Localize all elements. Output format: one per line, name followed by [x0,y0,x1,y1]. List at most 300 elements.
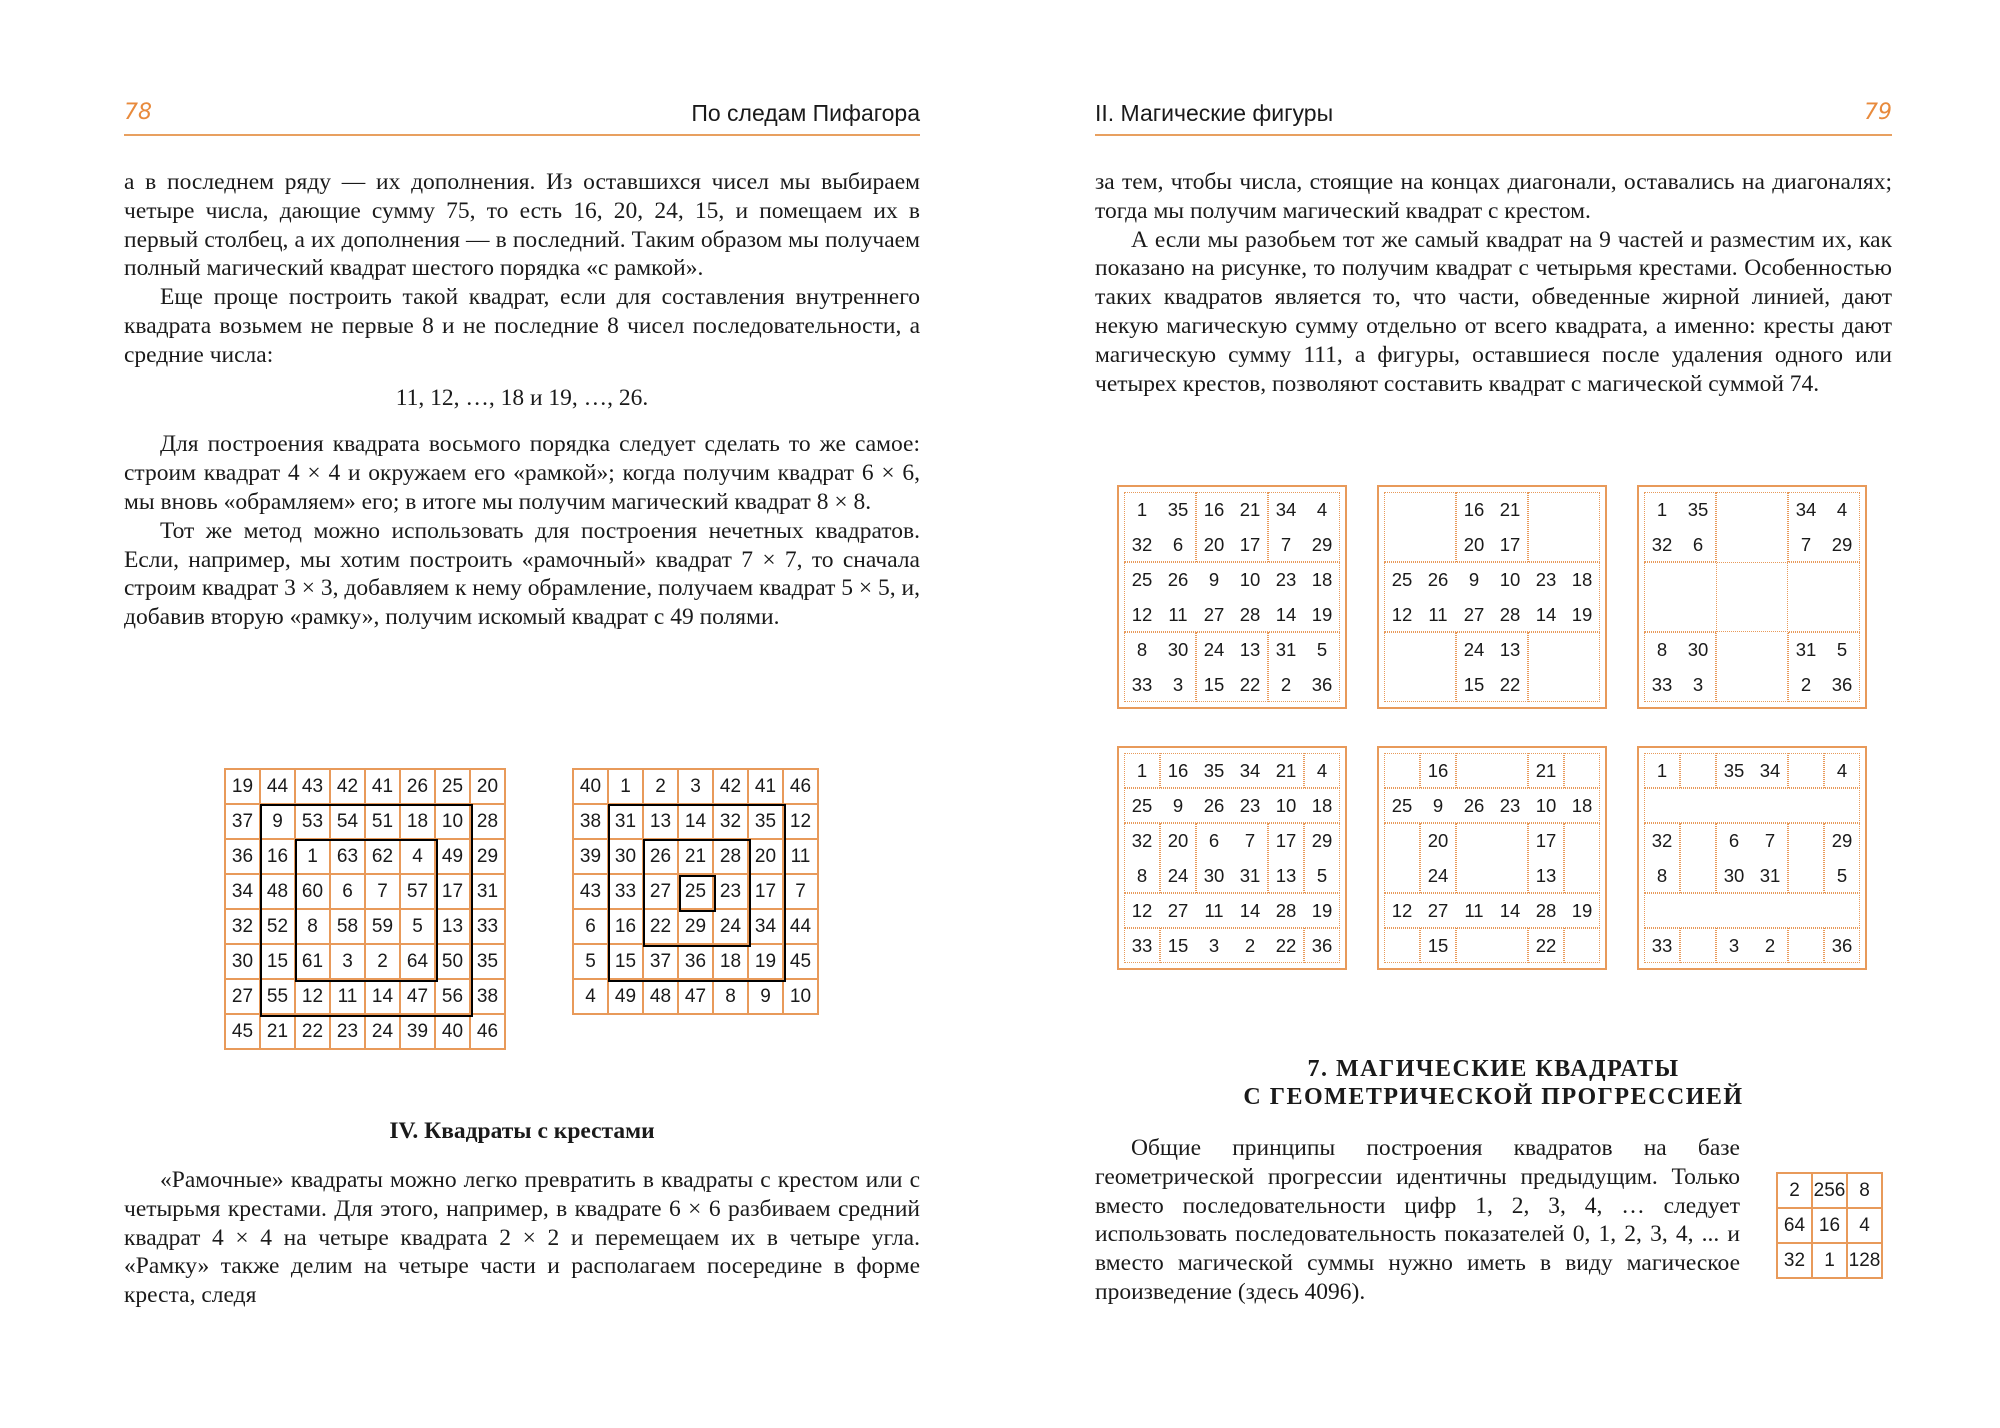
cell: 30 [1687,639,1709,660]
cell: 24 [1427,865,1449,886]
cell: 35 [1167,499,1189,520]
cell: 128 [1847,1243,1882,1278]
cell: 20 [748,839,783,874]
left-header-title: По следам Пифагора [691,100,920,126]
cell: 12 [783,804,818,839]
left-page-number: 78 [124,100,152,125]
cell: 11 [330,979,365,1014]
cell: 29 [678,909,713,944]
cell: 22 [1499,674,1521,695]
cell: 13 [1239,639,1261,660]
cell: 47 [678,979,713,1014]
cell: 5 [1836,865,1848,886]
cell: 32 [713,804,748,839]
cell: 3 [330,944,365,979]
cell: 13 [1275,865,1297,886]
cell: 37 [225,804,260,839]
cell: 36 [678,944,713,979]
cell: 17 [1239,534,1261,555]
cell: 30 [608,839,643,874]
cell: 10 [435,804,470,839]
cell: 30 [1203,865,1225,886]
cell: 9 [1208,569,1220,590]
cell: 22 [1535,935,1557,956]
cell: 2 [643,769,678,804]
cell: 35 [1203,760,1225,781]
cell: 39 [573,839,608,874]
cell: 23 [330,1014,365,1049]
cell: 43 [295,769,330,804]
cell: 62 [365,839,400,874]
cell: 1 [1656,760,1668,781]
cell-group [1528,492,1600,562]
cell: 18 [713,944,748,979]
cell: 8 [1847,1173,1882,1208]
cell: 23 [713,874,748,909]
cell: 35 [1687,499,1709,520]
right-header [1095,100,1892,136]
cell: 29 [470,839,505,874]
cell: 28 [470,804,505,839]
cell: 28 [1535,900,1557,921]
cell: 45 [783,944,818,979]
cell: 1 [1812,1243,1847,1278]
right-body-text-2 [1095,1134,1740,1307]
cell: 20 [470,769,505,804]
right-header-title: II. Магические фигуры [1095,100,1334,126]
cell-group [1456,928,1528,963]
table-row [225,769,505,804]
cell: 26 [1427,569,1449,590]
cell: 1 [1136,499,1148,520]
cell: 48 [643,979,678,1014]
cell: 22 [1275,935,1297,956]
cell: 3 [1208,935,1220,956]
cell: 33 [1651,674,1673,695]
cell: 25 [1131,795,1153,816]
cell: 8 [295,909,330,944]
cell: 47 [400,979,435,1014]
cell-group [1680,823,1716,893]
left-paragraph-4: Тот же метод можно использовать для построения нечетных квадратов. Если, например, мы хотим построить «рамочный» квадрат 7 × 7, то сначала строим квадрат 3 × 3, добавляем к нему обрамление, получаем квадрат 5 × 5, и, добавив вторую «рамку», получим искомый квадрат с 49 полями. [124,517,920,631]
cell: 24 [1463,639,1485,660]
cell: 18 [1571,795,1593,816]
cross-square [1117,746,1347,970]
cell-group [1564,753,1600,788]
cell-group [1644,893,1860,928]
cell: 5 [1836,639,1848,660]
cell: 42 [713,769,748,804]
cell: 61 [295,944,330,979]
cell: 4 [573,979,608,1014]
cell: 3 [1692,674,1704,695]
cell: 4 [1836,499,1848,520]
chapter-title-line-1: 7. МАГИЧЕСКИЕ КВАДРАТЫ [1307,1056,1680,1082]
cell: 14 [365,979,400,1014]
cell: 55 [260,979,295,1014]
right-page-number: 79 [1864,100,1892,125]
cell: 56 [435,979,470,1014]
cell: 26 [1203,795,1225,816]
cell: 44 [260,769,295,804]
cell: 7 [1800,534,1812,555]
cell: 2 [1280,674,1292,695]
cross-square [1377,485,1607,709]
right-paragraph-2: А если мы разобьем тот же самый квадрат на 9 частей и разместим их, как показано на рисунке, то получим квадрат с четырьмя крестами. Особенностью таких квадратов является то, что части, обведенные жирной линией, дают некую магическую сумму отдельно от всего квадрата, а именно: кресты дают магическую сумму 111, а фигуры, оставшиеся после удаления одного или четырех крестов, позволяют составить квадрат с магической суммой 74. [1095,226,1892,397]
cell: 40 [573,769,608,804]
cell: 32 [1131,830,1153,851]
cell: 39 [400,1014,435,1049]
left-header [124,100,920,136]
cell: 6 [1728,830,1740,851]
cell: 33 [470,909,505,944]
cell: 8 [1656,865,1668,886]
cell: 37 [643,944,678,979]
cell: 4 [1847,1208,1882,1243]
cell: 23 [1239,795,1261,816]
cell: 45 [225,1014,260,1049]
cell: 6 [1208,830,1220,851]
cell: 20 [1167,830,1189,851]
cell: 1 [295,839,330,874]
cell: 31 [1275,639,1297,660]
cell: 49 [608,979,643,1014]
cell: 36 [1831,674,1853,695]
cell: 27 [1463,604,1485,625]
cell: 10 [783,979,818,1014]
cell: 14 [1535,604,1557,625]
cell: 34 [748,909,783,944]
cell: 15 [1203,674,1225,695]
cell: 9 [260,804,295,839]
cell: 20 [1203,534,1225,555]
cell: 14 [1275,604,1297,625]
cell: 17 [435,874,470,909]
cell: 26 [643,839,678,874]
cell: 10 [1275,795,1297,816]
table-row [573,979,818,1014]
cell: 12 [1131,604,1153,625]
cell: 50 [435,944,470,979]
cell: 31 [1759,865,1781,886]
cell: 57 [400,874,435,909]
cell: 33 [1131,935,1153,956]
cross-square [1637,746,1867,970]
cell: 36 [1311,935,1333,956]
cell: 32 [1777,1243,1812,1278]
cell: 60 [295,874,330,909]
cell: 33 [1131,674,1153,695]
cell: 26 [400,769,435,804]
cell: 30 [1167,639,1189,660]
cell: 34 [225,874,260,909]
cell: 29 [1311,534,1333,555]
cell: 2 [1800,674,1812,695]
cell: 20 [1463,534,1485,555]
cell: 33 [608,874,643,909]
cell: 20 [1427,830,1449,851]
cell: 14 [1499,900,1521,921]
cell: 31 [608,804,643,839]
cell: 25 [1131,569,1153,590]
cell: 51 [365,804,400,839]
geometric-magic-square-3x3 [1776,1172,1883,1279]
cell: 9 [1432,795,1444,816]
cell: 10 [1499,569,1521,590]
cell: 6 [1172,534,1184,555]
cell: 27 [1427,900,1449,921]
right-paragraph-3: Общие принципы построения квадратов на базе геометрической прогрессии идентичны предыдущим. Только вместо последовательности цифр 1, 2, 3, 4, … следует использовать последовательность показателей 0, 1, 2, 3, 4, ... и вместо магической суммы нужно иметь в виду магическое произведение (здесь 4096). [1095,1135,1740,1305]
cell: 18 [1311,795,1333,816]
cell: 48 [260,874,295,909]
cell: 36 [1311,674,1333,695]
cell: 19 [1571,604,1593,625]
cell: 1 [1656,499,1668,520]
left-paragraph-1: а в последнем ряду — их дополнения. Из оставшихся чисел мы выбираем четыре числа, дающие сумму 75, то есть 16, 20, 24, 15, и помещаем их в первый столбец, а их дополнения — в последний. Таким образом мы получаем полный магический квадрат шестого порядка «с рамкой». [124,169,920,282]
cell: 63 [330,839,365,874]
cell: 7 [1244,830,1256,851]
right-body-text [1095,168,1892,398]
cell: 52 [260,909,295,944]
cell: 17 [1275,830,1297,851]
cell: 19 [1571,900,1593,921]
cell: 17 [1499,534,1521,555]
cell: 12 [1131,900,1153,921]
cell: 11 [783,839,818,874]
cell: 15 [1427,935,1449,956]
cell: 5 [400,909,435,944]
cell: 19 [1311,604,1333,625]
cell: 8 [1656,639,1668,660]
cell: 42 [330,769,365,804]
cross-square [1377,746,1607,970]
cell: 27 [643,874,678,909]
cell: 11 [1428,604,1448,625]
cell: 1 [608,769,643,804]
cell: 19 [1311,900,1333,921]
cell: 16 [1203,499,1225,520]
right-page [1000,0,2000,1428]
cell: 24 [713,909,748,944]
section-title: IV. Квадраты с крестами [389,1118,655,1144]
cell: 31 [470,874,505,909]
cell: 27 [1167,900,1189,921]
cell: 34 [1759,760,1781,781]
cell: 11 [1168,604,1188,625]
cross-square [1117,485,1347,709]
cell: 38 [573,804,608,839]
cell-group [1384,823,1420,893]
chapter-title [1095,1055,1892,1111]
cell: 36 [225,839,260,874]
cell-group [1564,823,1600,893]
cell: 17 [1535,830,1557,851]
cell: 21 [1239,499,1261,520]
cell: 28 [1239,604,1261,625]
cell: 23 [1535,569,1557,590]
cell: 32 [225,909,260,944]
cell: 5 [1316,865,1328,886]
cell-group [1680,753,1716,788]
cross-square [1637,485,1867,709]
cell: 7 [1764,830,1776,851]
left-body-text-2 [124,1166,920,1310]
cell: 35 [470,944,505,979]
cell: 21 [1275,760,1297,781]
cell: 12 [1391,900,1413,921]
cell: 34 [1239,760,1261,781]
cell: 33 [1651,935,1673,956]
cell: 18 [400,804,435,839]
cell-group [1384,753,1420,788]
cell-group [1788,753,1824,788]
cell: 46 [470,1014,505,1049]
cell: 25 [678,874,713,909]
left-paragraph-5: «Рамочные» квадраты можно легко превратить в квадраты с крестом или с четырьмя крестами. Для этого, например, в квадрате 6 × 6 разбиваем средний квадрат 4 × 4 на четыре квадрата 2 × 2 и перемещаем их в четыре угла. «Рамку» также делим на четыре части и располагаем посередине в форме креста, следя [124,1167,920,1309]
cell: 7 [783,874,818,909]
cell: 15 [1463,674,1485,695]
table-row [1777,1243,1882,1278]
cell: 14 [1239,900,1261,921]
cell: 4 [1836,760,1848,781]
cell: 6 [573,909,608,944]
cell-group [1456,823,1528,893]
cell: 7 [1280,534,1292,555]
cell: 3 [1172,674,1184,695]
cell: 10 [1535,795,1557,816]
cell: 2 [1244,935,1256,956]
cell: 12 [295,979,330,1014]
cell: 26 [1463,795,1485,816]
cell: 31 [1239,865,1261,886]
cell: 2 [365,944,400,979]
cell: 2 [1777,1173,1812,1208]
cell: 15 [260,944,295,979]
cell: 32 [1651,830,1673,851]
cell: 53 [295,804,330,839]
cell: 35 [748,804,783,839]
cell: 3 [1728,935,1740,956]
cell: 3 [678,769,713,804]
table-row [573,769,818,804]
cell: 32 [1131,534,1153,555]
cell: 21 [678,839,713,874]
cell: 18 [1571,569,1593,590]
cell: 16 [1427,760,1449,781]
cell: 16 [260,839,295,874]
cell: 21 [1535,760,1557,781]
cell: 31 [1795,639,1817,660]
cell: 32 [1651,534,1673,555]
cell-group [1680,928,1716,963]
cell: 41 [365,769,400,804]
right-paragraph-1: за тем, чтобы числа, стоящие на концах диагонали, оставались на диагоналях; тогда мы получим магический квадрат с крестом. [1095,169,1892,224]
cell: 34 [1795,499,1817,520]
cell: 13 [435,909,470,944]
cell: 24 [1167,865,1189,886]
cell: 34 [1275,499,1297,520]
cell: 16 [1463,499,1485,520]
cell: 13 [1535,865,1557,886]
cell: 12 [1391,604,1413,625]
table-row [225,1014,505,1049]
cell: 5 [1316,639,1328,660]
cell: 21 [260,1014,295,1049]
cell: 64 [1777,1208,1812,1243]
cell: 59 [365,909,400,944]
cell: 22 [295,1014,330,1049]
cell-group [1384,632,1456,702]
cell: 16 [1167,760,1189,781]
cell: 9 [1172,795,1184,816]
cell: 23 [1275,569,1297,590]
cell: 8 [1136,865,1148,886]
cell: 17 [748,874,783,909]
cell: 24 [365,1014,400,1049]
inner-frame [295,839,438,982]
table-row [1777,1173,1882,1208]
cell: 7 [365,874,400,909]
cell: 35 [1723,760,1745,781]
cell: 10 [1239,569,1261,590]
cell: 13 [1499,639,1521,660]
cell: 40 [435,1014,470,1049]
sequence-formula: 11, 12, …, 18 и 19, …, 26. [395,384,649,411]
cell: 49 [435,839,470,874]
cell-group [1788,823,1824,893]
cell: 13 [643,804,678,839]
cell-group [1644,788,1860,823]
cell-group [1456,753,1528,788]
cell: 16 [608,909,643,944]
cell: 2 [1764,935,1776,956]
cell: 28 [713,839,748,874]
cell: 19 [225,769,260,804]
cell: 24 [1203,639,1225,660]
table-row [1777,1208,1882,1243]
inner-frame [679,875,716,912]
cell: 18 [1311,569,1333,590]
cell: 6 [1692,534,1704,555]
cell: 25 [435,769,470,804]
cell: 9 [748,979,783,1014]
left-paragraph-2: Еще проще построить такой квадрат, если для составления внутреннего квадрата возьмем не первые 8 и не последние 8 чисел последовательности, а средние числа: [124,284,920,368]
cell: 14 [678,804,713,839]
cell: 44 [783,909,818,944]
cell-group [1384,928,1420,963]
cell: 41 [748,769,783,804]
cell: 8 [1136,639,1148,660]
cell: 46 [783,769,818,804]
cell-group [1528,632,1600,702]
cell: 1 [1136,760,1148,781]
cell: 11 [1464,900,1484,921]
cell-group [1384,492,1456,562]
cell: 16 [1812,1208,1847,1243]
cell: 23 [1499,795,1521,816]
cell: 58 [330,909,365,944]
cell-group [1564,928,1600,963]
cell: 26 [1167,569,1189,590]
cell: 15 [1167,935,1189,956]
cell: 43 [573,874,608,909]
cell: 15 [608,944,643,979]
cell: 27 [1203,604,1225,625]
cell: 4 [1316,499,1328,520]
cell: 36 [1831,935,1853,956]
cell: 30 [1723,865,1745,886]
cell: 9 [1468,569,1480,590]
